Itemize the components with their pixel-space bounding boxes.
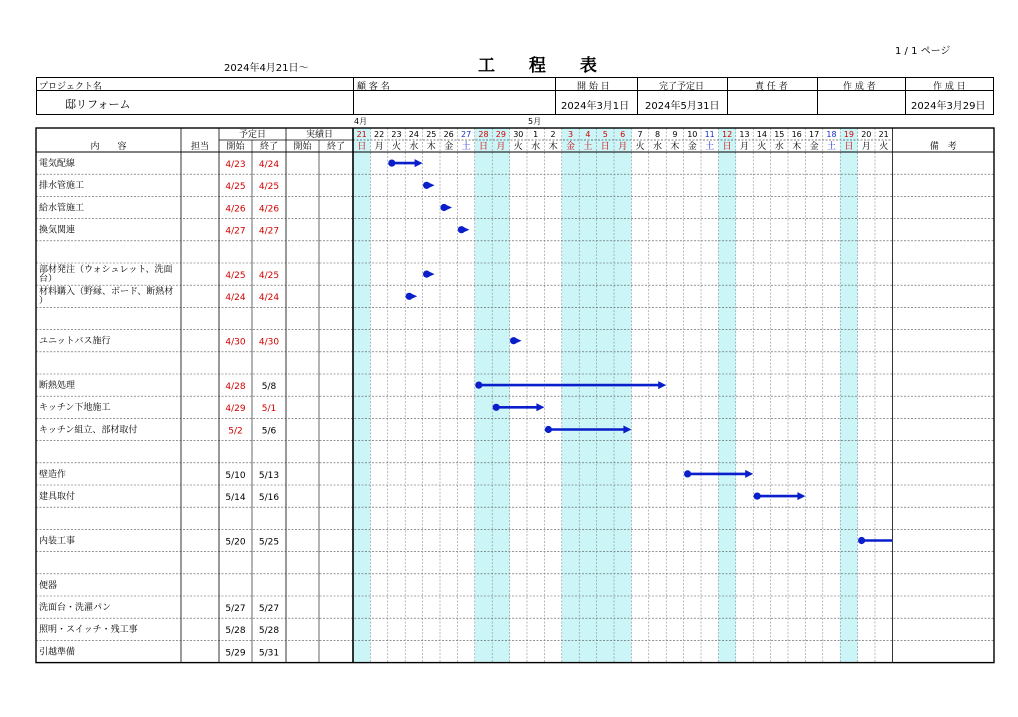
planned-end-date: 5/27 xyxy=(258,604,280,614)
planned-start-date: 5/14 xyxy=(225,493,246,503)
planned-end-label: 完了予定日 xyxy=(659,82,705,92)
day-number: 28 xyxy=(478,130,489,139)
task-name: 照明・スイッチ・残工事 xyxy=(39,625,138,636)
planned-start-date: 5/2 xyxy=(228,426,243,437)
weekday-label: 火 xyxy=(757,142,767,152)
planned-start-date: 4/25 xyxy=(225,271,246,281)
weekday-label: 木 xyxy=(426,142,436,152)
document-title: 工 程 表 xyxy=(478,56,611,76)
task-name: 換気関連 xyxy=(39,225,76,236)
notes-header: 備 考 xyxy=(929,142,957,152)
planned-start-date: 4/30 xyxy=(225,337,246,348)
actual-date-header: 実績日 xyxy=(305,130,334,140)
weekday-label: 水 xyxy=(774,142,784,152)
planned-end-date: 4/24 xyxy=(258,293,280,304)
day-number: 29 xyxy=(495,130,506,139)
page-number: 1 / 1 ページ xyxy=(895,46,951,57)
holiday-column xyxy=(597,128,614,663)
weekday-label: 火 xyxy=(635,142,645,152)
task-name: 給水管施工 xyxy=(39,203,85,214)
planned-start-date: 5/28 xyxy=(225,626,246,637)
task-name: キッチン組立、部材取付 xyxy=(39,425,138,436)
start-date-value: 2024年3月1日 xyxy=(561,101,630,112)
day-number: 9 xyxy=(672,130,678,139)
planned-start-date: 4/24 xyxy=(225,293,246,304)
weekday-label: 金 xyxy=(444,142,454,152)
schedule-marker-arrow xyxy=(427,182,435,189)
day-number: 13 xyxy=(739,130,750,139)
planned-end-date: 4/30 xyxy=(258,337,280,348)
planned-end-value: 2024年5月31日 xyxy=(645,101,720,112)
day-number: 25 xyxy=(426,130,437,139)
weekday-label: 木 xyxy=(548,142,558,152)
day-number: 12 xyxy=(722,130,733,139)
start-date-label: 開 始 日 xyxy=(577,82,610,92)
project-name-value: 邸リフォーム xyxy=(65,98,131,111)
weekday-label: 月 xyxy=(739,142,750,152)
schedule-marker-arrow xyxy=(444,204,452,211)
planned-end-date: 5/6 xyxy=(261,426,277,437)
weekday-label: 木 xyxy=(670,142,680,152)
manager-label: 責 任 者 xyxy=(755,82,788,92)
created-date-value: 2024年3月29日 xyxy=(911,101,986,112)
holiday-column xyxy=(492,128,509,663)
weekday-label: 木 xyxy=(792,142,802,152)
task-name: 壁造作 xyxy=(39,469,67,480)
planned-end-date: 4/25 xyxy=(258,271,280,281)
content-header: 内 容 xyxy=(90,142,127,152)
created-date-label: 作 成 日 xyxy=(933,82,966,92)
weekday-label: 月 xyxy=(496,142,506,152)
day-number: 30 xyxy=(513,130,524,139)
planned-end-date: 5/31 xyxy=(258,648,280,659)
day-number: 15 xyxy=(774,130,785,139)
weekday-label: 日 xyxy=(478,142,489,152)
day-number: 11 xyxy=(704,130,715,139)
planned-start-header: 開始 xyxy=(226,142,245,152)
planned-end-date: 5/13 xyxy=(258,470,280,481)
holiday-column xyxy=(353,128,370,663)
planned-start-date: 4/25 xyxy=(225,182,246,193)
weekday-label: 月 xyxy=(861,142,871,152)
customer-name-label: 顧 客 名 xyxy=(357,82,390,92)
day-number: 10 xyxy=(687,130,698,139)
planned-end-date: 5/25 xyxy=(258,537,280,548)
weekday-label: 土 xyxy=(583,142,593,152)
day-number: 19 xyxy=(843,130,854,139)
weekday-label: 月 xyxy=(374,142,384,152)
planned-end-header: 終了 xyxy=(259,142,279,152)
weekday-label: 金 xyxy=(565,142,576,152)
task-name: 材料購入（野縁、ボード、断熱材 xyxy=(39,287,174,298)
day-number: 14 xyxy=(756,130,767,139)
person-header: 担当 xyxy=(190,142,210,152)
holiday-column xyxy=(840,128,857,663)
day-number: 5 xyxy=(602,130,608,139)
weekday-label: 水 xyxy=(652,142,663,152)
schedule-bar-arrow xyxy=(536,403,544,411)
project-name-label: プロジェクト名 xyxy=(39,82,102,92)
holiday-column xyxy=(614,128,631,663)
task-name: 断熱処理 xyxy=(39,381,76,391)
planned-end-date: 4/26 xyxy=(258,204,280,215)
task-name: ユニットバス施行 xyxy=(39,336,111,347)
weekday-label: 日 xyxy=(844,142,854,152)
task-name: 排水管施工 xyxy=(39,181,85,192)
weekday-label: 金 xyxy=(809,142,819,152)
planned-end-date: 5/1 xyxy=(261,404,277,415)
planned-start-date: 4/28 xyxy=(225,382,246,392)
schedule-bar-arrow xyxy=(415,159,423,167)
weekday-label: 水 xyxy=(409,142,419,152)
planned-start-date: 4/29 xyxy=(225,404,246,415)
planned-end-date: 5/28 xyxy=(258,626,280,637)
schedule-bar-arrow xyxy=(745,470,753,478)
month-label: 4月 xyxy=(354,117,368,126)
day-number: 3 xyxy=(567,130,574,139)
weekday-label: 火 xyxy=(879,142,889,152)
day-number: 1 xyxy=(533,130,539,139)
planned-date-header: 予定日 xyxy=(238,130,267,140)
task-name: キッチン下地施工 xyxy=(39,403,111,414)
day-number: 6 xyxy=(620,130,626,139)
day-number: 20 xyxy=(861,130,872,139)
day-number: 18 xyxy=(826,130,837,139)
planned-start-date: 4/27 xyxy=(225,226,246,237)
day-number: 17 xyxy=(809,130,820,139)
weekday-label: 火 xyxy=(391,142,402,152)
task-name: 便器 xyxy=(39,580,58,591)
weekday-label: 土 xyxy=(461,142,471,152)
day-number: 2 xyxy=(550,130,556,139)
holiday-column xyxy=(562,128,579,663)
day-number: 26 xyxy=(443,130,454,139)
day-number: 16 xyxy=(791,130,802,139)
schedule-marker-arrow xyxy=(461,226,469,233)
task-name: 電気配線 xyxy=(39,159,76,169)
planned-start-date: 4/26 xyxy=(225,204,246,215)
weekday-label: 月 xyxy=(618,142,628,152)
planned-start-date: 5/10 xyxy=(225,470,246,481)
holiday-column xyxy=(475,128,492,663)
planned-start-date: 5/27 xyxy=(225,604,246,614)
weekday-label: 土 xyxy=(705,142,715,152)
planned-end-date: 4/27 xyxy=(258,226,280,237)
schedule-marker-arrow xyxy=(427,271,435,278)
task-name: ） xyxy=(39,296,49,307)
planned-start-date: 5/20 xyxy=(225,537,246,548)
weekday-label: 金 xyxy=(687,142,697,152)
weekday-label: 日 xyxy=(600,142,610,152)
month-label: 5月 xyxy=(528,117,542,126)
planned-end-date: 4/24 xyxy=(258,160,280,170)
holiday-column xyxy=(718,128,735,663)
weekday-label: 火 xyxy=(513,142,523,152)
day-number: 23 xyxy=(391,130,402,139)
day-number: 27 xyxy=(461,130,472,139)
task-name: 引越準備 xyxy=(39,647,76,658)
holiday-column xyxy=(579,128,596,663)
weekday-label: 日 xyxy=(722,142,732,152)
author-label: 作 成 者 xyxy=(843,82,876,92)
planned-start-date: 4/23 xyxy=(225,160,246,170)
day-number: 4 xyxy=(585,130,591,139)
task-name: 部材発注（ウォシュレット、洗面 xyxy=(39,265,173,275)
planned-end-date: 5/16 xyxy=(258,493,280,503)
weekday-label: 水 xyxy=(531,142,541,152)
planned-end-date: 4/25 xyxy=(258,182,280,193)
day-number: 21 xyxy=(878,130,889,139)
planned-start-date: 5/29 xyxy=(225,648,246,659)
weekday-label: 土 xyxy=(826,142,837,152)
day-number: 22 xyxy=(374,130,385,139)
schedule-marker-arrow xyxy=(409,293,417,300)
day-number: 24 xyxy=(408,130,419,139)
day-number: 21 xyxy=(356,130,367,139)
task-name: 洗面台・洗濯パン xyxy=(39,603,112,613)
weekday-label: 日 xyxy=(357,142,367,152)
task-name: 建具取付 xyxy=(39,492,76,502)
planned-end-date: 5/8 xyxy=(261,382,277,392)
date-range: 2024年4月21日～ xyxy=(224,63,309,74)
actual-end-header: 終了 xyxy=(326,142,346,152)
schedule-bar-arrow xyxy=(797,492,805,500)
day-number: 7 xyxy=(637,130,643,139)
task-name: 台） xyxy=(39,274,58,284)
task-name: 内装工事 xyxy=(39,536,76,547)
schedule-bar-arrow xyxy=(658,381,666,389)
actual-start-header: 開始 xyxy=(293,142,312,152)
schedule-marker-arrow xyxy=(514,337,522,344)
day-number: 8 xyxy=(654,130,661,139)
